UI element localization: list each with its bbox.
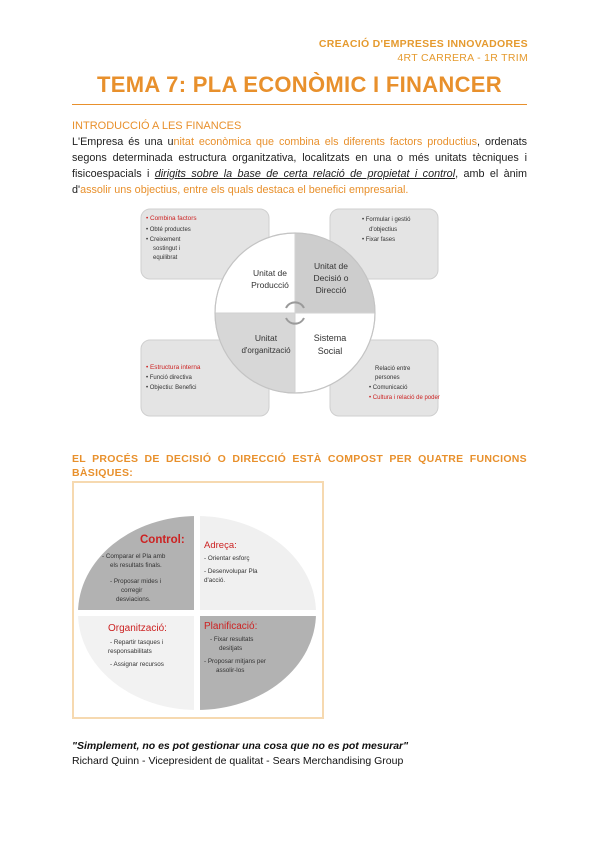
tl-item: equilibrat [153, 255, 178, 261]
quadrant-label-organization: Unitat [254, 333, 278, 343]
quadrant-label-production: Producció [251, 280, 289, 290]
section-heading-intro: INTRODUCCIÓ A LES FINANCES [72, 120, 242, 132]
adreca-item: d'acció. [204, 577, 226, 584]
quadrant-label-direction: Unitat de [313, 261, 349, 271]
quote-author: Richard Quinn - Vicepresident de qualitat - Sears Merchandising Group [72, 755, 404, 767]
adreca-item: - Desenvolupar Pla [204, 568, 258, 575]
control-item: - Comparar el Pla amb [102, 553, 166, 560]
bl-item: • Objectiu: Benefici [146, 385, 197, 391]
tr-item: • Fixar fases [362, 237, 396, 243]
br-item: persones [375, 375, 400, 381]
tr-item: • Formular i gestió [362, 217, 411, 223]
control-item: desviacions. [116, 596, 151, 603]
planificacio-title: Planificació: [204, 621, 258, 632]
organitzacio-item: responsabilitats [108, 648, 152, 655]
quadrant-label-direction: Decisió o [313, 273, 349, 283]
br-item: Relació entre [375, 366, 411, 372]
intro-paragraph: L'Empresa és una unitat econòmica que combina els diferents factors productius, ordenats segons determinada estructura organitzativa, localitzats en una o més unitats tècniques i fisicoespacials i dirigits sobre la base de certa relació de propietat i control, amb el ànim d'assolir uns objectius, entre els quals destaca el benefici empresarial. [72, 136, 528, 196]
quadrant-label-production: Unitat de [252, 268, 288, 278]
quote-text: "Simplement, no es pot gestionar una cosa que no es pot mesurar" [72, 740, 409, 752]
quadrant-label-organization: d'organització [241, 346, 291, 355]
adreca-title: Adreça: [204, 540, 237, 551]
doc-header-course: CREACIÓ D'EMPRESES INNOVADORES [318, 38, 528, 50]
adreca-item: - Orientar esforç [204, 555, 250, 562]
bl-heading: • Estructura interna [146, 364, 201, 371]
planificacio-item: - Proposar mitjans per [204, 658, 266, 665]
section-heading-decision: EL PROCÉS DE DECISIÓ O DIRECCIÓ ESTÀ COMPOST PER QUATRE FUNCIONS BÀSIQUES: [72, 453, 527, 479]
tr-item: d'objectius [369, 227, 398, 233]
br-item: • Cultura i relació de poder [369, 395, 440, 401]
tl-item: • Obté productes [146, 227, 191, 233]
planificacio-item: - Fixar resultats [210, 636, 254, 643]
doc-header-term: 4RT CARRERA - 1R TRIM [397, 52, 528, 64]
tl-item: sostingut i [153, 246, 181, 252]
planificacio-item: assolir-los [216, 667, 245, 674]
control-item: corregir [121, 587, 143, 594]
organitzacio-item: - Assignar recursos [110, 661, 164, 668]
quadrant-label-social: Sistema [313, 333, 347, 343]
title-underline [72, 104, 527, 105]
page-title: TEMA 7: PLA ECONÒMIC I FINANCER [97, 72, 502, 97]
br-item: • Comunicació [369, 385, 408, 391]
tl-heading: • Combina factors [146, 215, 197, 222]
control-title: Control: [140, 534, 185, 546]
control-item: - Proposar mides i [110, 578, 162, 585]
bl-item: • Funció directiva [146, 375, 192, 381]
tl-item: • Creixement [146, 237, 181, 243]
company-units-diagram [140, 208, 440, 418]
quadrant-label-social: Social [317, 346, 343, 356]
organitzacio-item: - Repartir tasques i [110, 639, 164, 646]
planificacio-item: desitjats [219, 645, 243, 652]
quadrant-label-direction: Direcció [315, 285, 347, 295]
management-functions-diagram [72, 481, 324, 719]
organitzacio-title: Organització: [108, 623, 167, 634]
control-item: els resultats finals. [110, 562, 162, 569]
